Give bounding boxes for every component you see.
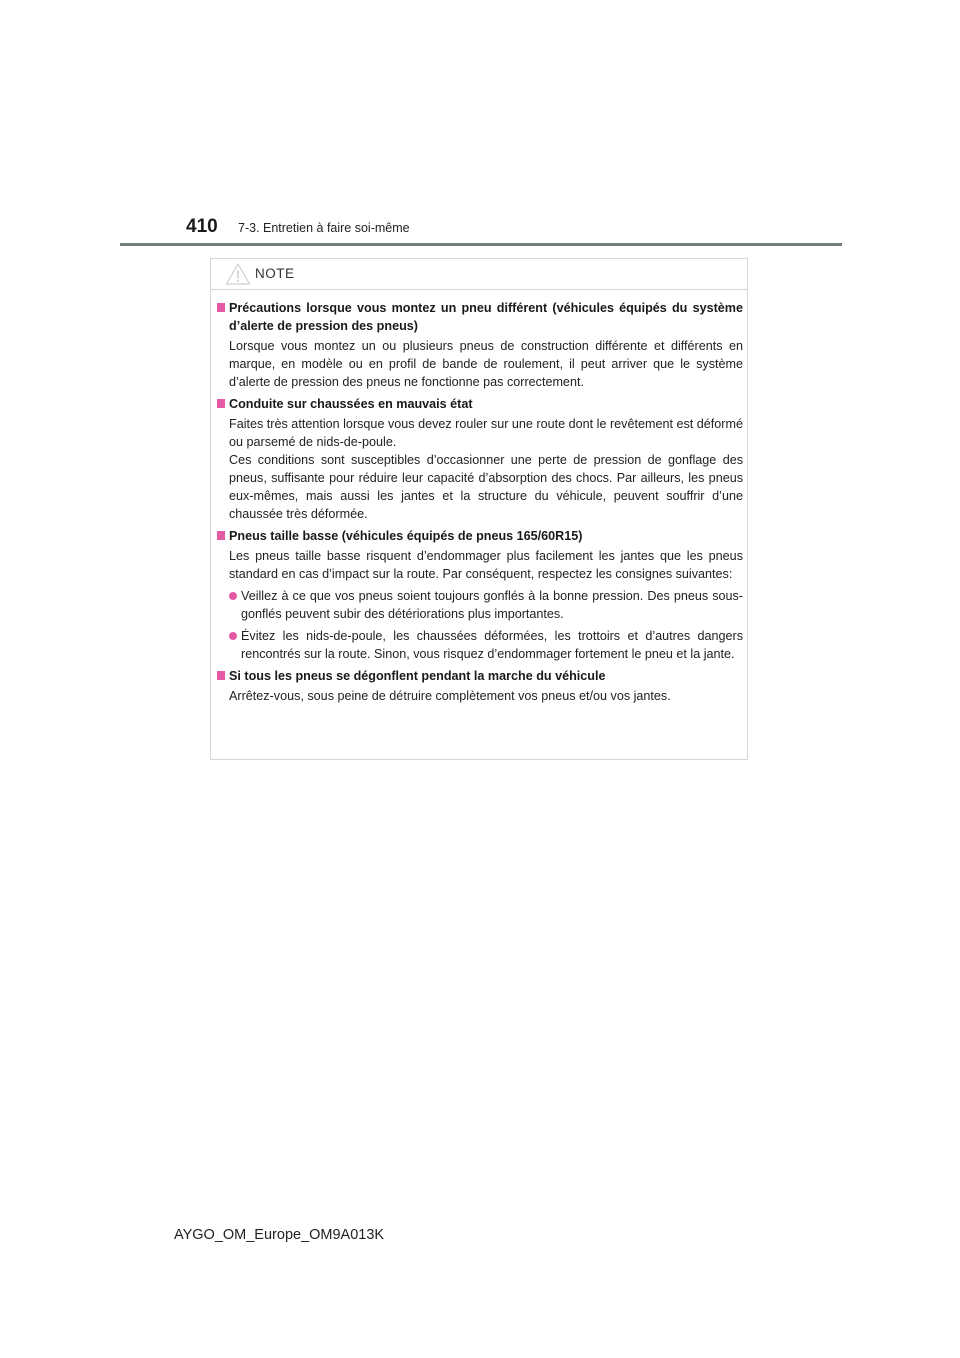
- note-item-precautions: [217, 299, 743, 391]
- page-number: 410: [186, 216, 218, 237]
- warning-triangle-icon: [225, 262, 251, 286]
- round-bullet-icon: [229, 632, 237, 640]
- item-paragraph: Ces conditions sont susceptibles d’occasionner une perte de pression de gonflage des pneus, suffisante pour réduire leur capacité d’absorption des chocs. Par ailleurs, les pneus eux-mêmes, mais aussi les jantes et la structure du véhicule, peuvent souffrir d’une chaussée très déformée.: [229, 453, 743, 521]
- note-item-all-tires-deflate: [217, 667, 743, 705]
- square-bullet-icon: [217, 303, 225, 312]
- document-code: AYGO_OM_Europe_OM9A013K: [174, 1227, 385, 1243]
- square-bullet-icon: [217, 531, 225, 540]
- note-box: [210, 258, 748, 760]
- section-title: 7-3. Entretien à faire soi-même: [238, 221, 410, 235]
- note-header: [211, 259, 747, 290]
- square-bullet-icon: [217, 671, 225, 680]
- note-item-bad-roads: [217, 395, 743, 523]
- square-bullet-icon: [217, 399, 225, 408]
- item-paragraph: Lorsque vous montez un ou plusieurs pneus de construction différente et différents en marque, en modèle ou en profil de bande de roulement, il peut arriver que le système d’alerte de pression des pneus ne fonctionne pas correctement.: [229, 339, 743, 389]
- item-heading: Pneus taille basse (véhicules équipés de pneus 165/60R15): [217, 527, 743, 545]
- note-item-low-profile-tires: [217, 527, 743, 663]
- round-bullet-icon: [229, 592, 237, 600]
- item-heading: Précautions lorsque vous montez un pneu différent (véhicules équipés du système d’alerte de pression des pneus): [217, 299, 743, 335]
- item-heading: Conduite sur chaussées en mauvais état: [217, 395, 743, 413]
- header-rule: [120, 243, 842, 246]
- bullet-list: [217, 587, 743, 663]
- item-paragraph: Faites très attention lorsque vous devez rouler sur une route dont le revêtement est déformé ou parsemé de nids-de-poule.: [229, 417, 743, 449]
- item-paragraph: Arrêtez-vous, sous peine de détruire complètement vos pneus et/ou vos jantes.: [229, 689, 671, 703]
- item-paragraph: Les pneus taille basse risquent d’endommager plus facilement les jantes que les pneus standard en cas d’impact sur la route. Par conséquent, respectez les consignes suivantes:: [229, 549, 743, 581]
- list-item: Évitez les nids-de-poule, les chaussées déformées, les trottoirs et d’autres dangers rencontrés sur la route. Sinon, vous risquez d’endommager fortement le pneu et la jante.: [217, 627, 743, 663]
- note-body: [217, 299, 743, 709]
- item-heading: Si tous les pneus se dégonflent pendant la marche du véhicule: [217, 667, 743, 685]
- list-item: Veillez à ce que vos pneus soient toujours gonflés à la bonne pression. Des pneus sous-gonflés peuvent subir des détériorations plus importantes.: [217, 587, 743, 623]
- note-label: NOTE: [255, 266, 295, 281]
- page-header: [120, 216, 842, 246]
